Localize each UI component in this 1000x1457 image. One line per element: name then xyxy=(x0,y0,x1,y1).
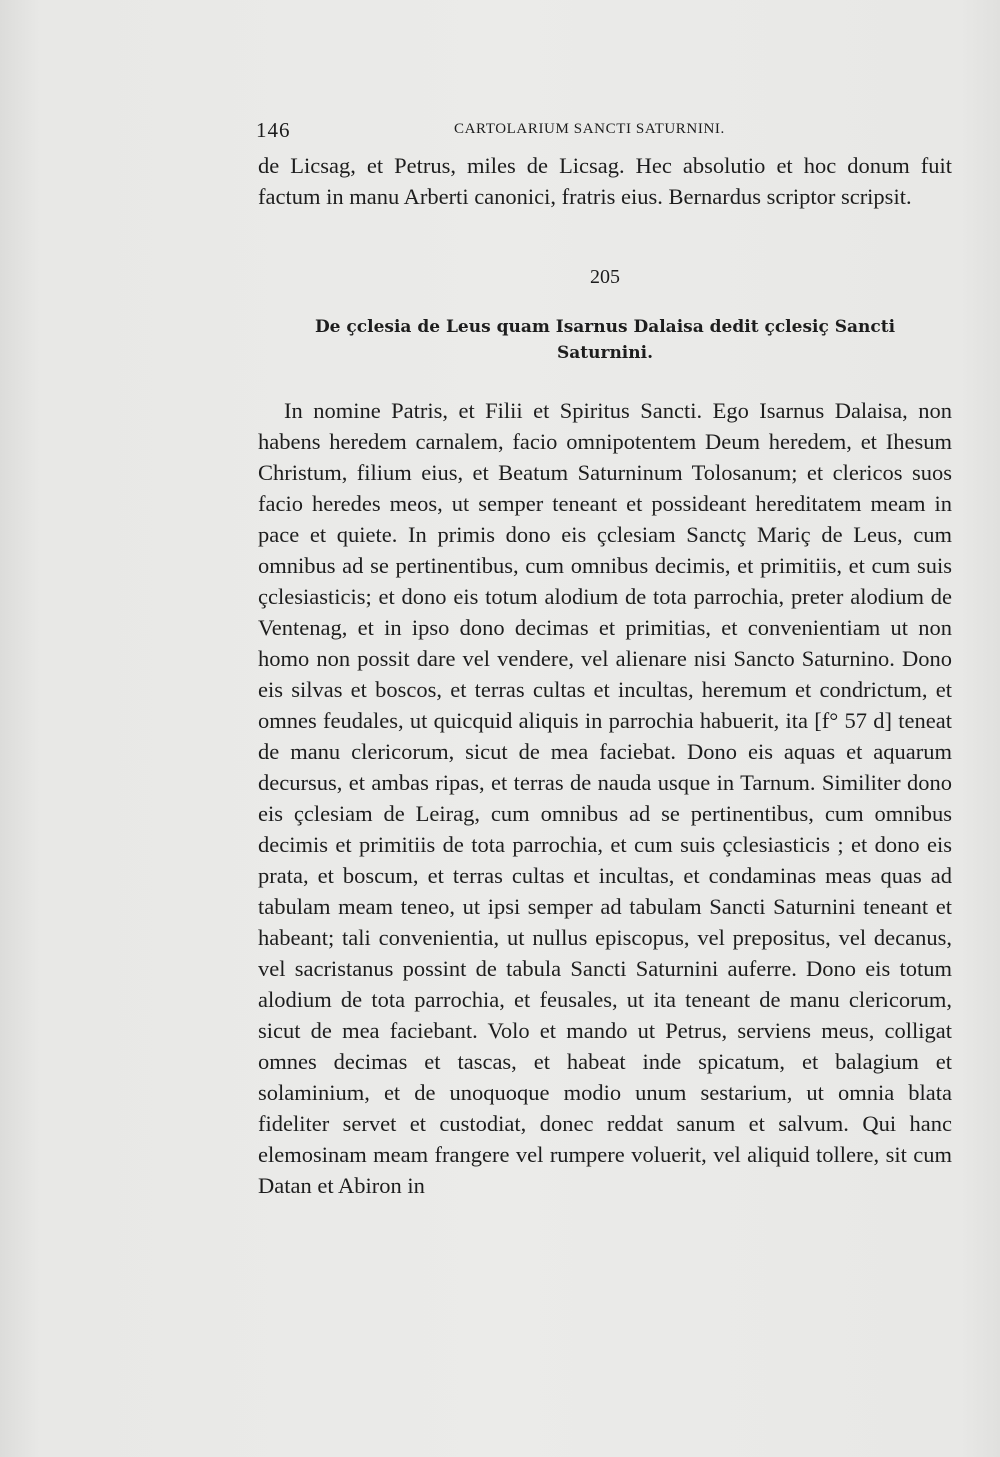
running-title: CARTOLARIUM SANCTI SATURNINI. xyxy=(454,121,725,137)
page-number: 146 xyxy=(256,118,291,142)
running-head xyxy=(256,118,956,144)
charter-title: De çclesia de Leus quam Isarnus Dalaisa dedit çclesiç Sancti Saturnini. xyxy=(314,317,896,363)
carry-over-paragraph: de Licsag, et Petrus, miles de Licsag. Hec absolutio et hoc donum fuit factum in manu Arberti canonici, fratris eius. Bernardus scriptor scripsit. xyxy=(258,153,952,209)
charter-body-paragraph: In nomine Patris, et Filii et Spiritus Sancti. Ego Isarnus Dalaisa, non habens heredem carnalem, facio omnipotentem Deum heredem, et Ihesum Christum, filium eius, et Beatum Saturninum Tolosanum; et clericos suos facio heredes meos, ut semper teneant et possideant hereditatem meam in pace et quiete. In primis dono eis çclesiam Sanctç Mariç de Leus, cum omnibus ad se pertinentibus, cum omnibus decimis, et primitiis, et cum suis çclesiasticis; et dono eis totum alodium de tota parrochia, preter alodium de Ventenag, et in ipso dono decimas et primitias, et convenientiam ut non homo non possit dare vel vendere, vel alienare nisi Sancto Saturnino. Dono eis silvas et boscos, et terras cultas et incultas, heremum et condrictum, et omnes feudales, ut quicquid aliquis in parrochia habuerit, ita [f° 57 d] teneat de manu clericorum, sicut de mea faciebat. Dono eis aquas et aquarum decursus, et ambas ripas, et terras de nauda usque in Tarnum. Similiter dono eis çclesiam de Leirag, cum omnibus ad se pertinentibus, cum omnibus decimis et primitiis de tota parrochia, et cum suis çclesiasticis ; et dono eis prata, et boscum, et terras cultas et incultas, et condaminas meas quas ad tabulam meam teneo, ut ipsi semper ad tabulam Sancti Saturnini teneant et habeant; tali convenientia, ut nullus episcopus, vel prepositus, vel decanus, vel sacristanus possint de tabula Sancti Saturnini auferre. Dono eis totum alodium de tota parrochia, et feusales, ut ita teneant de manu clericorum, sicut de mea faciebant. Volo et mando ut Petrus, serviens meus, colligat omnes decimas et tascas, et habeat inde spicatum, et balagium et solaminium, et de unoquoque modio unum sestarium, ut omnia blata fideliter servet et custodiat, donec reddat sanum et salvum. Qui hanc elemosinam meam frangere vel rumpere voluerit, vel aliquid tollere, sit cum Datan et Abiron in xyxy=(258,398,952,1198)
charter-number: 205 xyxy=(590,266,620,288)
